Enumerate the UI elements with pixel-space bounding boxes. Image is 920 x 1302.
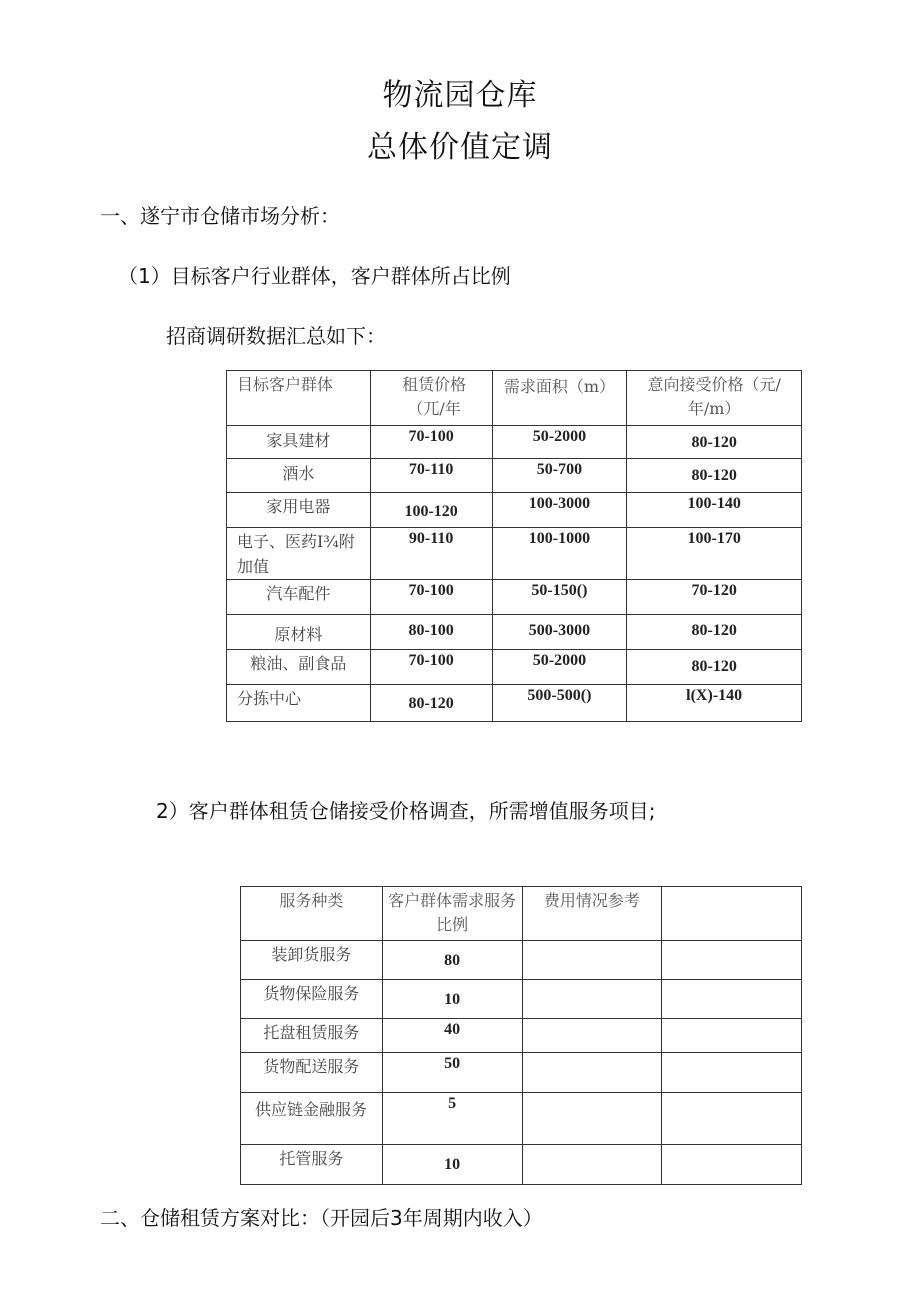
cost-cell [522,941,662,980]
service-cell: 供应链金融服务 [255,1100,368,1119]
ratio-cell: 50 [444,1055,461,1072]
empty-cell [662,1093,802,1145]
empty-cell [662,941,802,980]
price-cell: 100-140 [687,495,741,512]
table-row [227,493,802,528]
price-cell: 100-170 [687,530,741,547]
table-header-row [241,887,802,941]
cost-cell [522,980,662,1019]
empty-cell [662,980,802,1019]
table-row [241,980,802,1019]
area-cell: 500-500() [527,687,592,704]
cost-cell [522,1093,662,1145]
table-row [227,650,802,685]
cost-cell [522,1145,662,1185]
area-cell: 50-700 [536,461,583,478]
table-row [227,685,802,722]
header-cell: 目标客户群体 [227,371,371,426]
section1-heading: 一、遂宁市仓储市场分析： [100,204,340,228]
area-cell: 100-1000 [528,530,591,547]
table-row [227,580,802,615]
document-title-line2: 总体价值定调 [367,130,553,165]
service-cell: 装卸货服务 [271,945,352,964]
service-cell: 托盘租赁服务 [263,1023,360,1042]
price-cell: 80-120 [691,467,737,484]
ratio-cell: 10 [444,991,461,1008]
area-cell: 50-2000 [532,652,587,669]
rent-cell: 70-110 [408,461,454,478]
table-row [241,1019,802,1053]
ratio-cell: 40 [444,1021,461,1038]
service-cell: 托管服务 [279,1149,344,1168]
rent-cell: 90-110 [408,530,454,547]
header-cell: 客户群体需求服务比例 [382,887,522,941]
empty-cell [662,1053,802,1093]
subsection2-heading: 2）客户群体租赁仓储接受价格调查，所需增值服务项目; [156,799,656,823]
header-cell: 服务种类 [241,887,383,941]
area-cell: 500-3000 [528,622,591,639]
rent-cell: 80-120 [408,695,454,712]
group-cell: 粮油、副食品 [250,654,347,673]
header-cell: 需求面积（m） [492,371,627,426]
service-table [240,886,802,1185]
empty-cell [662,1145,802,1185]
service-cell: 货物配送服务 [263,1057,360,1076]
table-row [241,1053,802,1093]
cost-cell [522,1019,662,1053]
rent-cell: 70-100 [408,428,454,445]
group-cell: 酒水 [282,464,315,483]
rent-cell: 70-100 [408,652,454,669]
rent-cell: 100-120 [404,503,458,520]
table-row [241,1145,802,1185]
ratio-cell: 80 [444,952,461,969]
cost-cell [522,1053,662,1093]
ratio-cell: 10 [444,1156,461,1173]
table-header-row [227,371,802,426]
rent-cell: 70-100 [408,582,454,599]
table-row [227,426,802,459]
price-cell: 80-120 [691,434,737,451]
table-row [227,528,802,580]
group-cell: 家具建材 [266,431,331,450]
subsection1-heading: （1）目标客户行业群体，客户群体所占比例 [118,264,511,288]
area-cell: 100-3000 [528,495,591,512]
area-cell: 50-2000 [532,428,587,445]
section2-heading: 二、仓储租赁方案对比：（开园后3年周期内收入） [100,1206,543,1230]
header-cell: 意向接受价格（元/年/m） [627,371,802,426]
empty-cell [662,1019,802,1053]
table-row [227,615,802,650]
table-row [241,941,802,980]
group-cell: 分拣中心 [237,689,302,708]
service-cell: 货物保险服务 [263,984,360,1003]
ratio-cell: 5 [448,1095,457,1112]
price-cell: 70-120 [691,582,737,599]
header-cell: 租赁价格（兀/年 [370,371,492,426]
price-cell: l(X)-140 [686,687,743,704]
document-title-line1: 物流园仓库 [382,78,538,113]
group-cell: 原材料 [274,625,323,644]
header-cell: 费用情况参考 [522,887,662,941]
area-cell: 50-150() [531,582,588,599]
customer-group-table [226,370,802,722]
header-cell [662,887,802,941]
group-cell: 电子、医药I¾附加值 [237,532,355,576]
table-row [241,1093,802,1145]
price-cell: 80-120 [691,622,737,639]
table-row [227,459,802,493]
price-cell: 80-120 [691,658,737,675]
group-cell: 家用电器 [266,497,331,516]
survey-intro: 招商调研数据汇总如下： [166,324,386,348]
group-cell: 汽车配件 [266,584,331,603]
rent-cell: 80-100 [408,622,454,639]
